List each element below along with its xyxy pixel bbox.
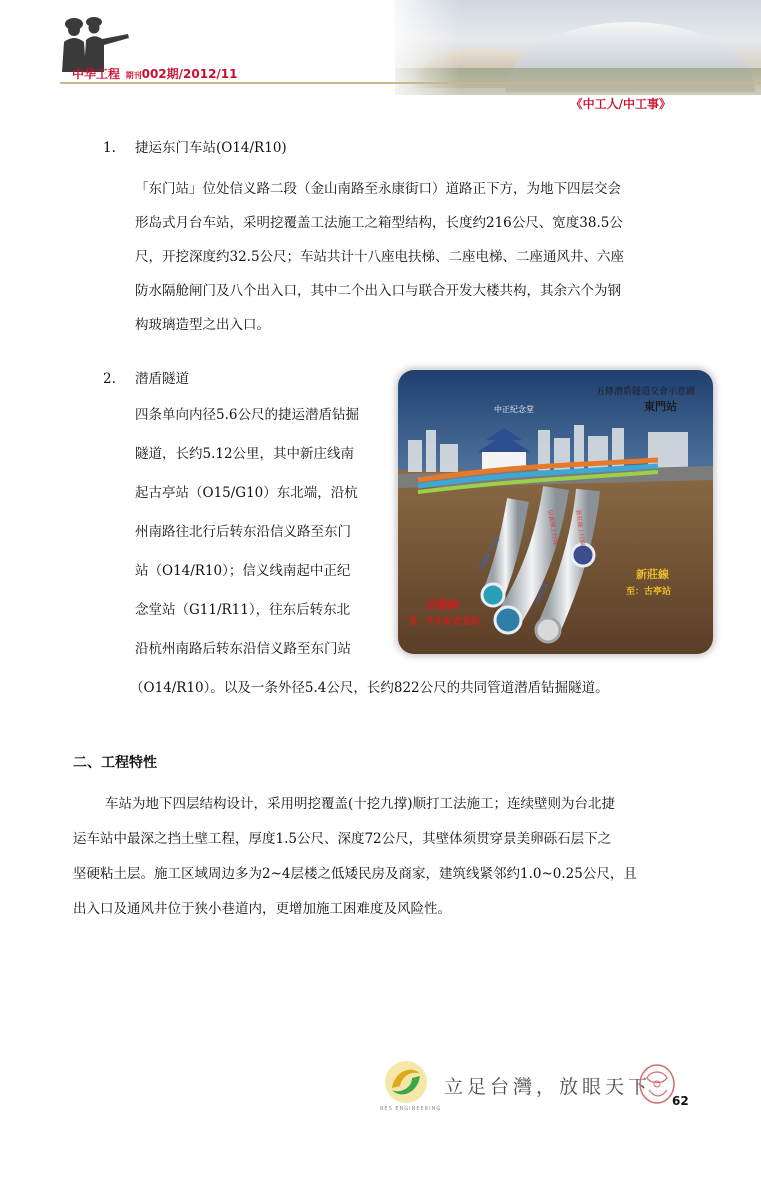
figure-label-xinyi-dest: 至：中正紀念堂站 <box>408 617 481 627</box>
item2-line: 念堂站（G11/R11），往东后转东北 <box>135 602 351 618</box>
item1-line: 「东门站」位处信义路二段（金山南路至永康街口）道路正下方，为地下四层交会 <box>135 181 621 197</box>
item1-heading <box>103 131 287 165</box>
item2-heading <box>103 362 189 396</box>
item2-line: 四条单向内径5.6公尺的捷运潜盾钻掘 <box>135 407 359 423</box>
item2-line: 隧道，长约5.12公里，其中新庄线南 <box>135 446 355 462</box>
item1-line: 尺，开挖深度约32.5公尺；车站共计十八座电扶梯、二座电梯、二座通风井、六座 <box>135 249 625 265</box>
company-logo-icon <box>382 1058 430 1110</box>
section-line: 运车站中最深之挡土壁工程，厚度1.5公尺、深度72公尺，其壁体须贯穿景美卵砾石层下之 <box>73 831 612 847</box>
item2-line: （O14/R10）。以及一条外径5.4公尺，长约822公尺的共同管道潜盾钻掘隧道。 <box>130 680 609 696</box>
section-line: 车站为地下四层结构设计，采用明挖覆盖(十挖九撑)顺打工法施工；连续壁则为台北捷 <box>105 796 616 812</box>
item2-line: 州南路往北行后转东沿信义路至东门 <box>135 524 351 540</box>
figure-caption-title: 五條潛盾隧道交會示意圖 <box>596 387 696 397</box>
item2-line: 站（O14/R10）；信义线南起中正纪 <box>135 563 351 579</box>
page-number: 62 <box>672 1094 689 1108</box>
item1-line: 形岛式月台车站，采明挖覆盖工法施工之箱型结构，长度约216公尺、宽度38.5公 <box>135 215 623 231</box>
figure-label-tube-d: 共同管道 <box>533 582 550 607</box>
footer-slogan: 立足台灣，放眼天下 <box>444 1076 652 1098</box>
column-tag: 《中工人/中工事》 <box>570 97 671 111</box>
section-line: 出入口及通风井位于狭小巷道内，更增加施工困难度及风险性。 <box>73 901 451 917</box>
item1-line: 构玻璃造型之出入口。 <box>135 317 270 333</box>
figure-label-tube-c: 信義線下行線 <box>477 536 502 571</box>
logo-text: BES ENGINEERING <box>380 1106 442 1112</box>
figure-label-xinzhuang-line: 新莊線 <box>636 568 669 581</box>
figure-label-memorial: 中正紀念堂 <box>494 405 534 414</box>
issue-line <box>72 63 238 82</box>
header-rule <box>60 82 761 84</box>
item2-line: 沿杭州南路后转东沿信义路至东门站 <box>135 641 351 657</box>
item2-number: 2. <box>103 371 116 387</box>
seal-icon <box>637 1062 677 1108</box>
item1-number: 1. <box>103 140 116 156</box>
figure-label-xinyi-line: 信義線 <box>426 598 459 611</box>
section-line: 坚硬粘土层。施工区域周边多为2~4层楼之低矮民房及商家，建筑线紧邻约1.0~0.25公尺，且 <box>73 866 637 882</box>
issue-prefix: 期刊 <box>125 71 142 80</box>
item2-title: 潜盾隧道 <box>135 371 189 387</box>
figure-label-xinzhuang-dest: 至：古亭站 <box>626 587 672 597</box>
magazine-name: 中华工程 <box>72 67 121 81</box>
figure-caption-station: 東門站 <box>644 400 677 413</box>
issue-number: 002期/2012/11 <box>141 67 238 81</box>
item1-line: 防水隔舱闸门及八个出入口，其中二个出入口与联合开发大楼共构，其余六个为钢 <box>135 283 621 299</box>
item1-title: 捷运东门车站(O14/R10) <box>135 140 287 156</box>
figure-label-tube-b: 新莊線上行線 <box>574 509 586 546</box>
section-heading: 二、工程特性 <box>73 755 157 771</box>
item2-line: 起古亭站（O15/G10）东北端，沿杭 <box>135 485 358 501</box>
figure-label-tube-a: 信義線上行線 <box>546 509 560 546</box>
tunnel-illustration <box>398 370 713 654</box>
page-header <box>0 0 761 120</box>
